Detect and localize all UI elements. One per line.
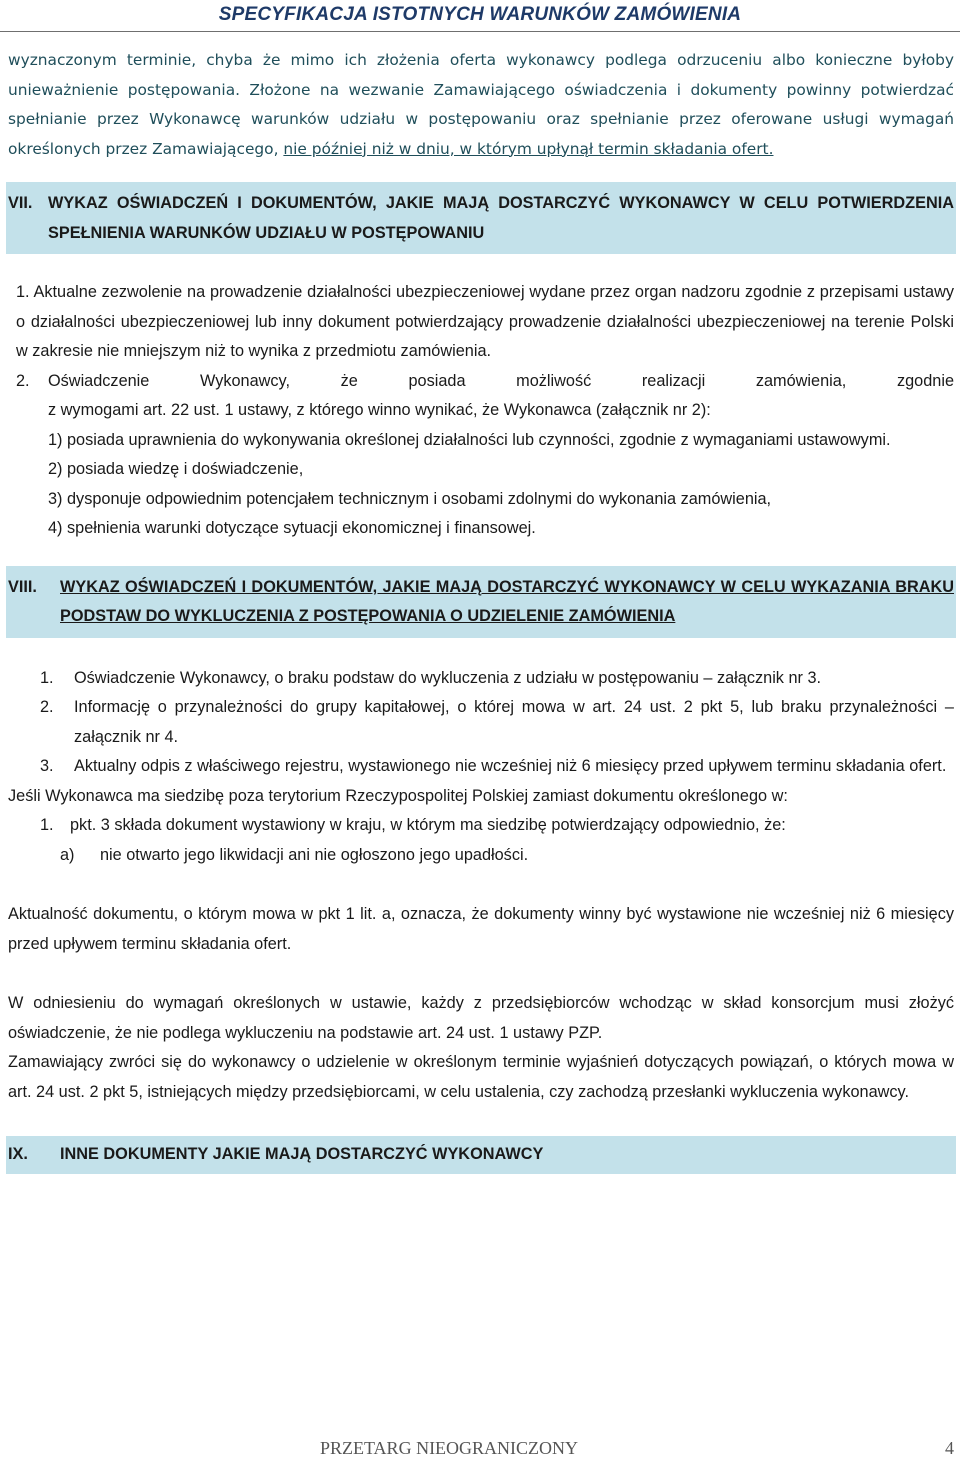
- section-7-title: WYKAZ OŚWIADCZEŃ I DOKUMENTÓW, JAKIE MAJĄ DOSTARCZYĆ WYKONAWCY W CELU POTWIERDZENIA SPEŁNIENIA WARUNKÓW UDZIAŁU W POSTĘPOWANIU: [48, 194, 954, 242]
- intro-text: wyznaczonym terminie, chyba że mimo ich złożenia oferta wykonawcy podlega odrzuceniu albo konieczne byłoby unieważnienie postępowania. Złożone na wezwanie Zamawiającego oświadczenia i dokumenty powinny potwierdzać spełnianie przez Wykonawcę warunków udziału w postępowaniu oraz spełnianie przez oferowane usługi wymagań określonych przez Zamawiającego,: [8, 51, 954, 158]
- section-8-paragraph-1: Aktualność dokumentu, o którym mowa w pkt 1 lit. a, oznacza, że dokumenty winny być wystawione nie wcześniej niż 6 miesięcy przed upływem terminu składania ofert.: [8, 905, 954, 953]
- section-8-item-1: 1. Oświadczenie Wykonawcy, o braku podstaw do wykluczenia z udziału w postępowaniu – załącznik nr 3.: [40, 668, 822, 687]
- section-9-title: INNE DOKUMENTY JAKIE MAJĄ DOSTARCZYĆ WYKONAWCY: [60, 1145, 544, 1163]
- section-7-sub-item-1: 1) posiada uprawnienia do wykonywania określonej działalności lub czynności, zgodnie z wymaganiami ustawowymi.: [48, 430, 891, 449]
- section-7-heading: [6, 182, 956, 254]
- section-9-number: IX.: [8, 1145, 28, 1163]
- section-8-foreign-item-a: a) nie otwarto jego likwidacji ani nie ogłoszono jego upadłości.: [60, 845, 529, 864]
- section-8-paragraph-2: W odniesieniu do wymagań określonych w ustawie, każdy z przedsiębiorców wchodząc w skład konsorcjum musi złożyć oświadczenie, że nie podlega wykluczeniu na podstawie art. 24 ust. 1 ustawy PZP.: [8, 994, 954, 1042]
- section-8-title: WYKAZ OŚWIADCZEŃ I DOKUMENTÓW, JAKIE MAJĄ DOSTARCZYĆ WYKONAWCY W CELU WYKAZANIA BRAKU PODSTAW DO WYKLUCZENIA Z POSTĘPOWANIA O UDZIELENIE ZAMÓWIENIA: [60, 577, 954, 625]
- section-7-list: [8, 278, 954, 544]
- section-7-item-1-number: 1.: [16, 283, 30, 301]
- section-8-foreign-item: 1. pkt. 3 składa dokument wystawiony w kraju, w którym ma siedzibę potwierdzający odpowiednio, że:: [40, 816, 786, 834]
- section-9-heading: [6, 1136, 956, 1174]
- section-8-foreign-intro: Jeśli Wykonawca ma siedzibę poza terytorium Rzeczypospolitej Polskiej zamiast dokumentu określonego w:: [8, 786, 788, 805]
- footer-text: PRZETARG NIEOGRANICZONY: [320, 1438, 579, 1458]
- document-body: [8, 46, 954, 1174]
- intro-deadline-underlined: nie później niż w dniu, w którym upłynął termin składania ofert.: [283, 139, 774, 158]
- section-7-sub-item-3: 3) dysponuje odpowiednim potencjałem technicznym i osobami zdolnymi do wykonania zamówienia,: [48, 489, 772, 508]
- section-8-paragraph-3: Zamawiający zwróci się do wykonawcy o udzielenie w określonym terminie wyjaśnień dotyczących powiązań, o których mowa w art. 24 ust. 2 pkt 5, istniejących między przedsiębiorcami, w celu ustalenia, czy zachodzą przesłanki wykluczenia wykonawcy.: [8, 1053, 954, 1101]
- section-7-number: VII.: [8, 194, 33, 212]
- intro-paragraph: [8, 46, 954, 164]
- section-7-item-2: [16, 367, 954, 544]
- section-8-item-3: 3. Aktualny odpis z właściwego rejestru, wystawionego nie wcześniej niż 6 miesięcy przed upływem terminu składania ofert.: [40, 757, 947, 775]
- section-8-heading: [6, 566, 956, 638]
- header-title: SPECYFIKACJA ISTOTNYCH WARUNKÓW ZAMÓWIENIA: [218, 4, 742, 25]
- section-7-item-2-number: 2.: [16, 371, 30, 390]
- section-7-item-2-line-1: Oświadczenie Wykonawcy, że posiada możliwość realizacji zamówienia, zgodnie: [48, 371, 954, 390]
- page-number: 4: [945, 1438, 954, 1458]
- section-8-item-2: 2. Informację o przynależności do grupy kapitałowej, o której mowa w art. 24 ust. 2 pkt 5, lub braku przynależności – załącznik nr 4.: [40, 698, 954, 746]
- section-7-item-1-text: Aktualne zezwolenie na prowadzenie działalności ubezpieczeniowej wydane przez organ nadzoru zgodnie z przepisami ustawy o działalności ubezpieczeniowej lub inny dokument potwierdzający prowadzenie działalności ubezpieczeniowej na terenie Polski w zakresie nie mniejszym niż to wynika z przedmiotu zamówienia.: [16, 283, 955, 360]
- section-8-list: [8, 664, 954, 782]
- section-7-sub-item-4: 4) spełnienia warunki dotyczące sytuacji ekonomicznej i finansowej.: [48, 519, 536, 537]
- section-7-item-2-line-2: z wymogami art. 22 ust. 1 ustawy, z którego winno wynikać, że Wykonawca (załącznik nr 2):: [48, 401, 711, 419]
- document-header: [0, 4, 960, 32]
- section-8-number: VIII.: [8, 577, 37, 596]
- section-7-item-1: [16, 278, 954, 367]
- section-7-sub-item-2: 2) posiada wiedzę i doświadczenie,: [48, 460, 304, 478]
